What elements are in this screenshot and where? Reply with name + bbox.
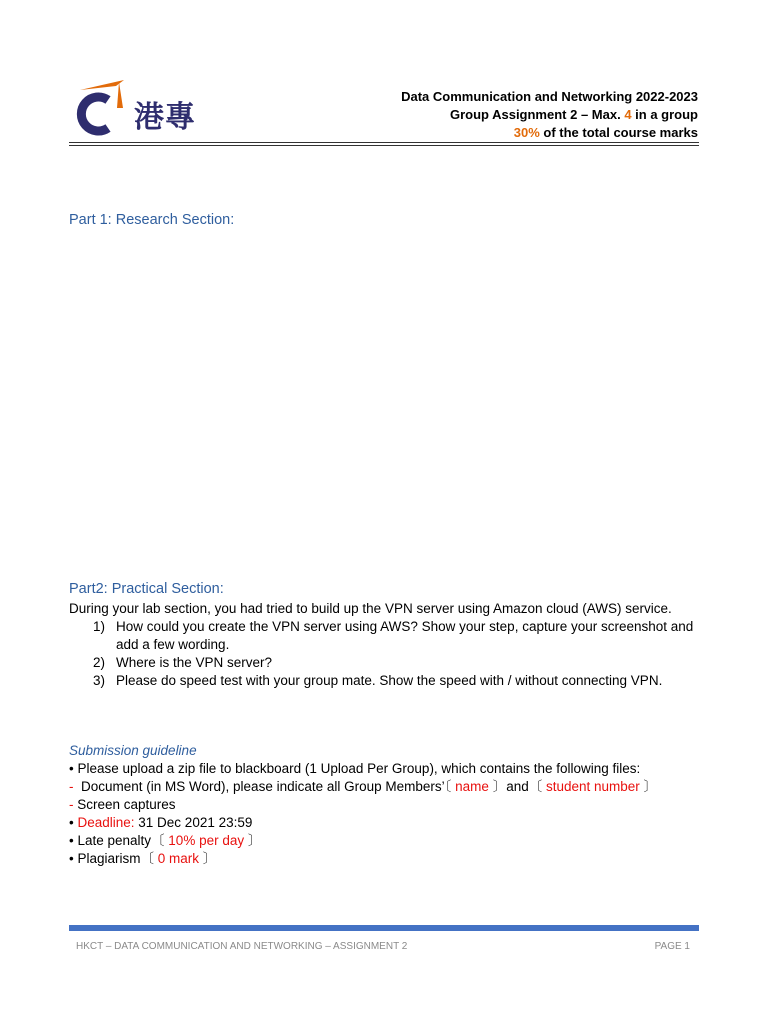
- footer-title: HKCT – DATA COMMUNICATION AND NETWORKING – ASSIGNMENT 2: [76, 941, 408, 952]
- header-rule-thin: [69, 145, 699, 146]
- header-rule: [69, 142, 699, 143]
- screen-captures-item: - Screen captures: [69, 797, 176, 812]
- part1-heading: Part 1: Research Section:: [69, 212, 235, 228]
- list-item: 1) How could you create the VPN server using AWS? Show your step, capture your screenshot and add a few wording.: [93, 619, 694, 652]
- plagiarism-value: 0 mark: [154, 851, 203, 866]
- page-number: PAGE 1: [654, 941, 690, 952]
- part2-body: [69, 600, 699, 690]
- student-number-requirement: student number: [542, 779, 644, 794]
- footer-bar: [69, 925, 699, 931]
- upload-instruction: • Please upload a zip file to blackboard (1 Upload Per Group), which contains the following files:: [69, 761, 641, 776]
- part2-intro: During your lab section, you had tried to build up the VPN server using Amazon cloud (AWS) service.: [69, 601, 672, 616]
- document-header: [401, 88, 698, 142]
- plagiarism-item: • Plagiarism〔 0 mark 〕: [69, 851, 217, 866]
- part2-heading: Part2: Practical Section:: [69, 581, 224, 597]
- late-penalty-item: • Late penalty〔 10% per day 〕: [69, 833, 262, 848]
- weight-line: 30% of the total course marks: [513, 125, 698, 140]
- assignment-line: Group Assignment 2 – Max. 4 in a group: [449, 107, 698, 122]
- course-title: Data Communication and Networking 2022-2023: [401, 89, 698, 104]
- deadline-item: • Deadline: 31 Dec 2021 23:59: [69, 815, 253, 830]
- logo-chinese-name: 港專: [134, 100, 196, 135]
- submission-section: [69, 742, 699, 868]
- document-instruction: - Document (in MS Word), please indicate all Group Members’〔 name 〕and〔 student number 〕: [69, 779, 658, 794]
- late-penalty-value: 10% per day: [164, 833, 248, 848]
- weight-percent: 30%: [513, 125, 540, 140]
- hkct-logo-mark-icon: [72, 78, 132, 138]
- name-requirement: name: [451, 779, 493, 794]
- list-item: 3) Please do speed test with your group mate. Show the speed with / without connecting VPN.: [93, 673, 663, 688]
- deadline-label: Deadline:: [77, 815, 135, 830]
- group-size: 4: [624, 107, 632, 122]
- submission-title: Submission guideline: [69, 743, 197, 758]
- college-logo: [72, 78, 212, 138]
- list-item: 2) Where is the VPN server?: [93, 655, 273, 670]
- steps-list: [69, 618, 699, 690]
